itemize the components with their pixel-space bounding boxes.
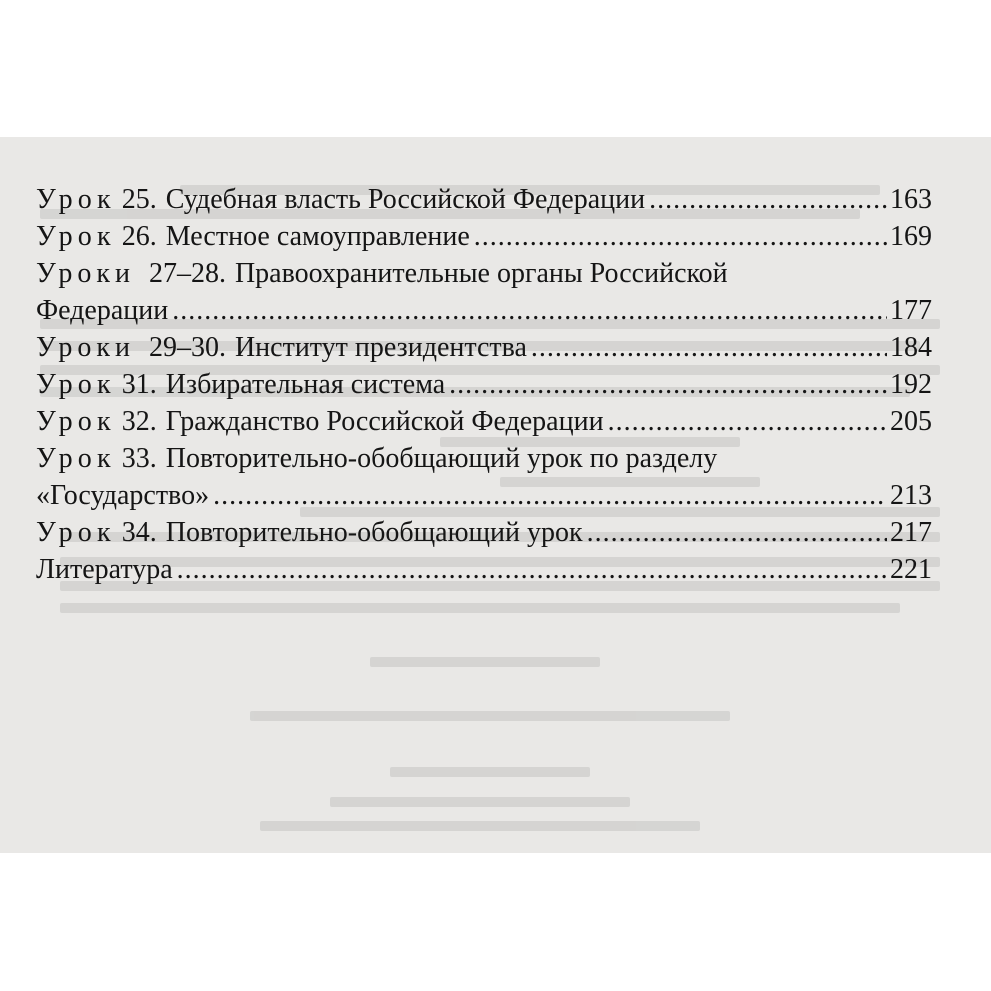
dot-leader [531,329,887,366]
lesson-number: 27–28. [148,258,226,289]
dot-leader [649,181,887,218]
page-number: 213 [890,480,932,511]
toc-entry-lesson-26 [36,218,932,255]
lesson-title: Судебная власть Российской Федерации [165,184,646,215]
table-of-contents [36,181,932,588]
dot-leader [474,218,887,255]
lesson-title: Избирательная система [165,369,446,400]
lesson-number: 26. [121,221,157,252]
lesson-title-continuation: Федерации [36,295,169,326]
lesson-prefix: Урок [36,184,116,215]
lesson-number: 33. [121,443,157,474]
toc-entry-lessons-29-30 [36,329,932,366]
lesson-title: Гражданство Российской Федерации [165,406,604,437]
dot-leader [608,403,887,440]
dot-leader [587,514,887,551]
lesson-prefix: Уроки [36,258,135,289]
page-number: 217 [890,517,932,548]
page-number: 177 [890,295,932,326]
toc-entry-lesson-32 [36,403,932,440]
dot-leader [172,292,887,329]
page-number: 169 [890,221,932,252]
lesson-title: Правоохранительные органы Российской [234,258,728,289]
dot-leader [177,551,887,588]
page-number: 205 [890,406,932,437]
section-title: Литература [36,554,173,585]
scanned-page [0,137,991,853]
lesson-number: 34. [121,517,157,548]
lesson-prefix: Урок [36,406,116,437]
dot-leader [449,366,887,403]
page-number: 221 [890,554,932,585]
lesson-prefix: Уроки [36,332,135,363]
lesson-title: Институт президентства [234,332,527,363]
toc-entry-literature [36,551,932,588]
toc-entry-lesson-25 [36,181,932,218]
lesson-prefix: Урок [36,517,116,548]
lesson-title: Повторительно-обобщающий урок [165,517,583,548]
dot-leader [213,477,887,514]
lesson-prefix: Урок [36,221,116,252]
toc-entry-lesson-34 [36,514,932,551]
toc-entry-lesson-33 [36,440,932,514]
lesson-number: 32. [121,406,157,437]
lesson-prefix: Урок [36,443,116,474]
lesson-number: 25. [121,184,157,215]
lesson-title: Местное самоуправление [165,221,470,252]
lesson-title-continuation: «Государство» [36,480,210,511]
page-number: 192 [890,369,932,400]
lesson-title: Повторительно-обобщающий урок по разделу [165,443,718,474]
toc-entry-lessons-27-28 [36,255,932,329]
lesson-number: 31. [121,369,157,400]
lesson-number: 29–30. [148,332,226,363]
page-number: 184 [890,332,932,363]
toc-entry-lesson-31 [36,366,932,403]
lesson-prefix: Урок [36,369,116,400]
page-number: 163 [890,184,932,215]
